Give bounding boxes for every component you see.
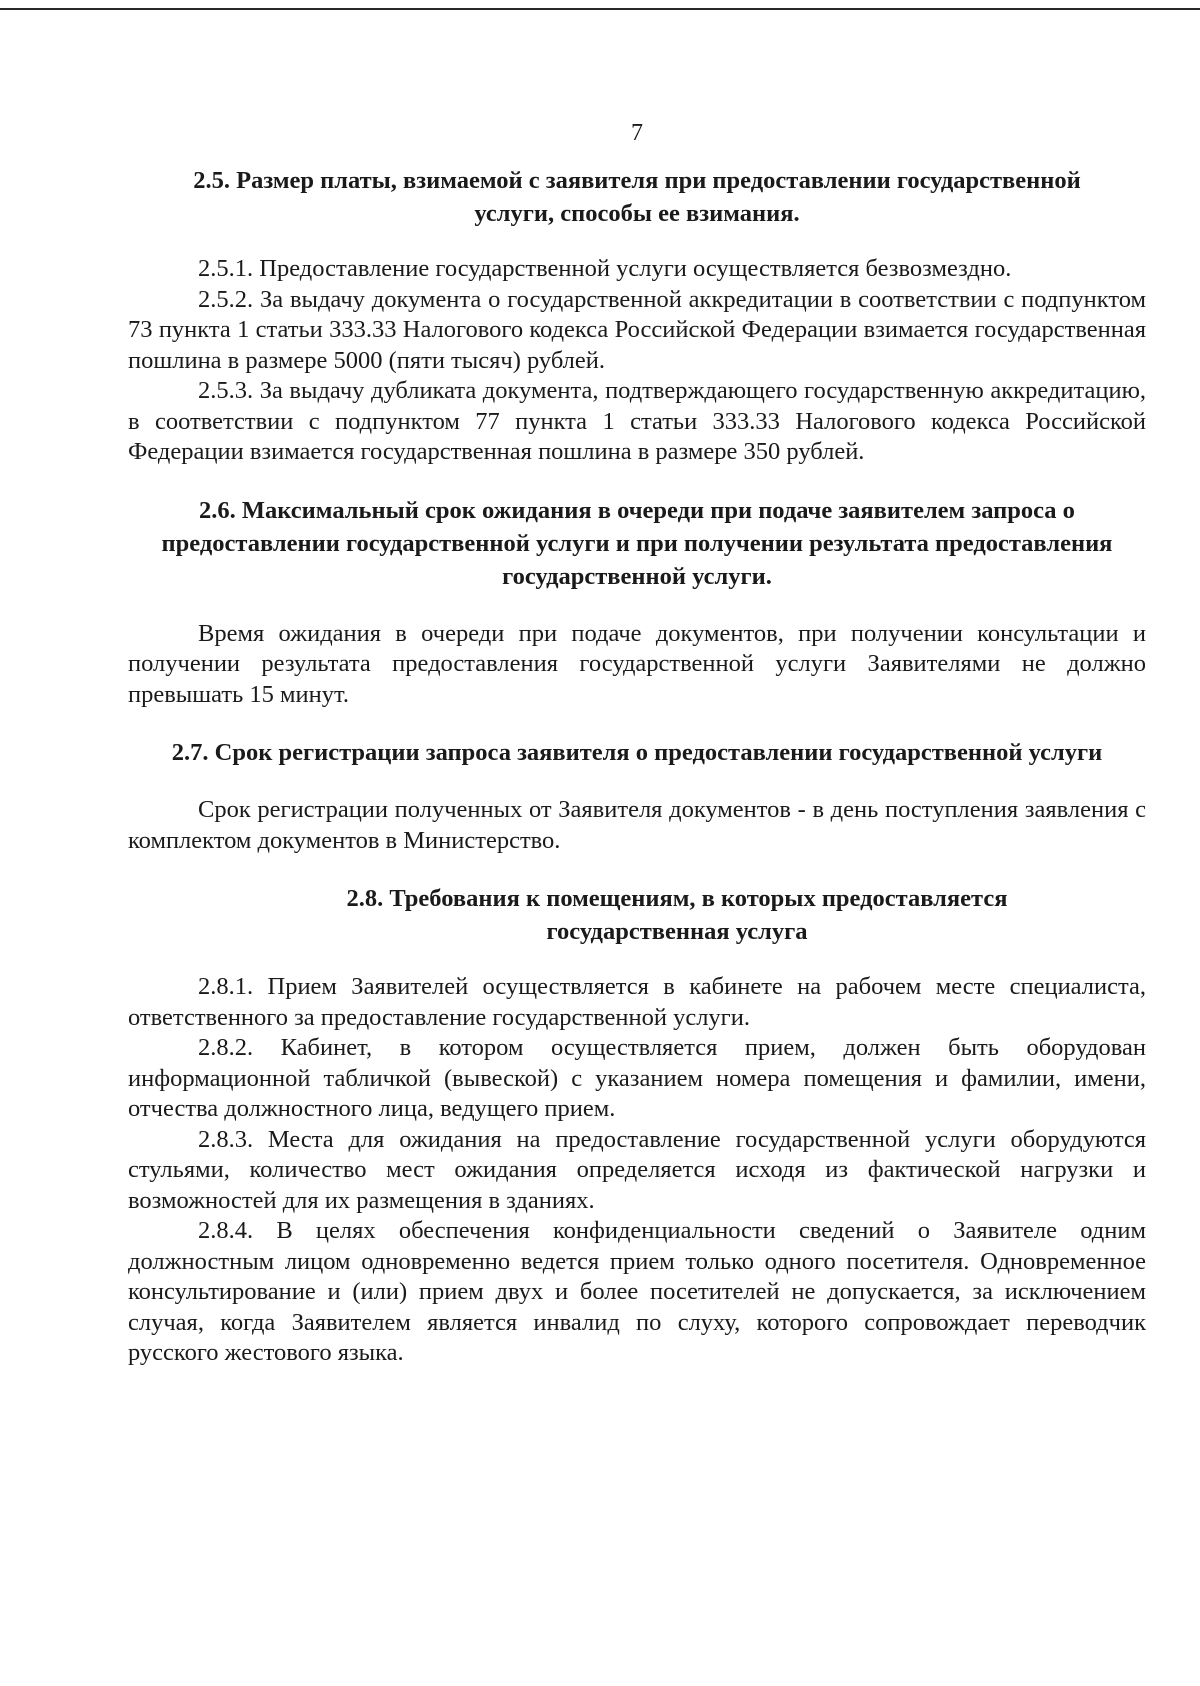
paragraph-registration-term: Срок регистрации полученных от Заявителя документов - в день поступления заявления с комплектом документов в Министерство.	[128, 796, 1146, 854]
section-body	[128, 254, 1146, 468]
section-2-7	[128, 736, 1146, 856]
page-number: 7	[631, 120, 643, 146]
section-2-8	[128, 882, 1146, 1369]
section-body	[128, 795, 1146, 856]
section-heading: 2.8. Требования к помещениям, в которых предоставляется государственная услуга	[346, 885, 1008, 945]
section-2-6	[128, 494, 1146, 711]
section-heading: 2.5. Размер платы, взимаемой с заявителя при предоставлении государственной услуги, способы ее взимания.	[193, 167, 1081, 227]
paragraph-2-5-3: 2.5.3. За выдачу дубликата документа, подтверждающего государственную аккредитацию, в соответствии с подпунктом 77 пункта 1 статьи 333.33 Налогового кодекса Российской Федерации взимается государственная пошлина в размере 350 рублей.	[128, 377, 1146, 465]
paragraph-2-5-1: 2.5.1. Предоставление государственной услуги осуществляется безвозмездно.	[198, 255, 1012, 282]
paragraph-waiting-time: Время ожидания в очереди при подаче документов, при получении консультации и получении результата предоставления государственной услуги Заявителями не должно превышать 15 минут.	[128, 619, 1146, 708]
paragraph-2-8-4: 2.8.4. В целях обеспечения конфиденциальности сведений о Заявителе одним должностным лицом одновременно ведется прием только одного посетителя. Одновременное консультирование и (или) прием двух и более посетителей не допускается, за исключением случая, когда Заявителем является инвалид по слуху, которого сопровождает переводчик русского жестового языка.	[128, 1217, 1146, 1366]
paragraph-2-8-1: 2.8.1. Прием Заявителей осуществляется в кабинете на рабочем месте специалиста, ответственного за предоставление государственной услуги.	[128, 973, 1146, 1031]
section-heading: 2.6. Максимальный срок ожидания в очереди при подаче заявителем запроса о предоставлении государственной услуги и при получении результата предоставления государственной услуги.	[161, 496, 1113, 590]
top-rule	[0, 8, 1200, 10]
section-body	[128, 619, 1146, 711]
paragraph-2-5-2: 2.5.2. За выдачу документа о государственной аккредитации в соответствии с подпунктом 73 пункта 1 статьи 333.33 Налогового кодекса Российской Федерации взимается государственная пошлина в размере 5000 (пяти тысяч) рублей.	[128, 285, 1146, 374]
paragraph-2-8-3: 2.8.3. Места для ожидания на предоставление государственной услуги оборудуются стульями, количество мест ожидания определяется исходя из фактической нагрузки и возможностей для их размещения в зданиях.	[128, 1125, 1146, 1214]
section-heading: 2.7. Срок регистрации запроса заявителя о предоставлении государственной услуги	[171, 739, 1103, 766]
section-2-5	[128, 164, 1146, 468]
section-body	[128, 972, 1146, 1369]
document-page	[128, 118, 1146, 1369]
paragraph-2-8-2: 2.8.2. Кабинет, в котором осуществляется прием, должен быть оборудован информационной табличкой (вывеской) с указанием номера помещения и фамилии, имени, отчества должностного лица, ведущего прием.	[128, 1034, 1146, 1122]
